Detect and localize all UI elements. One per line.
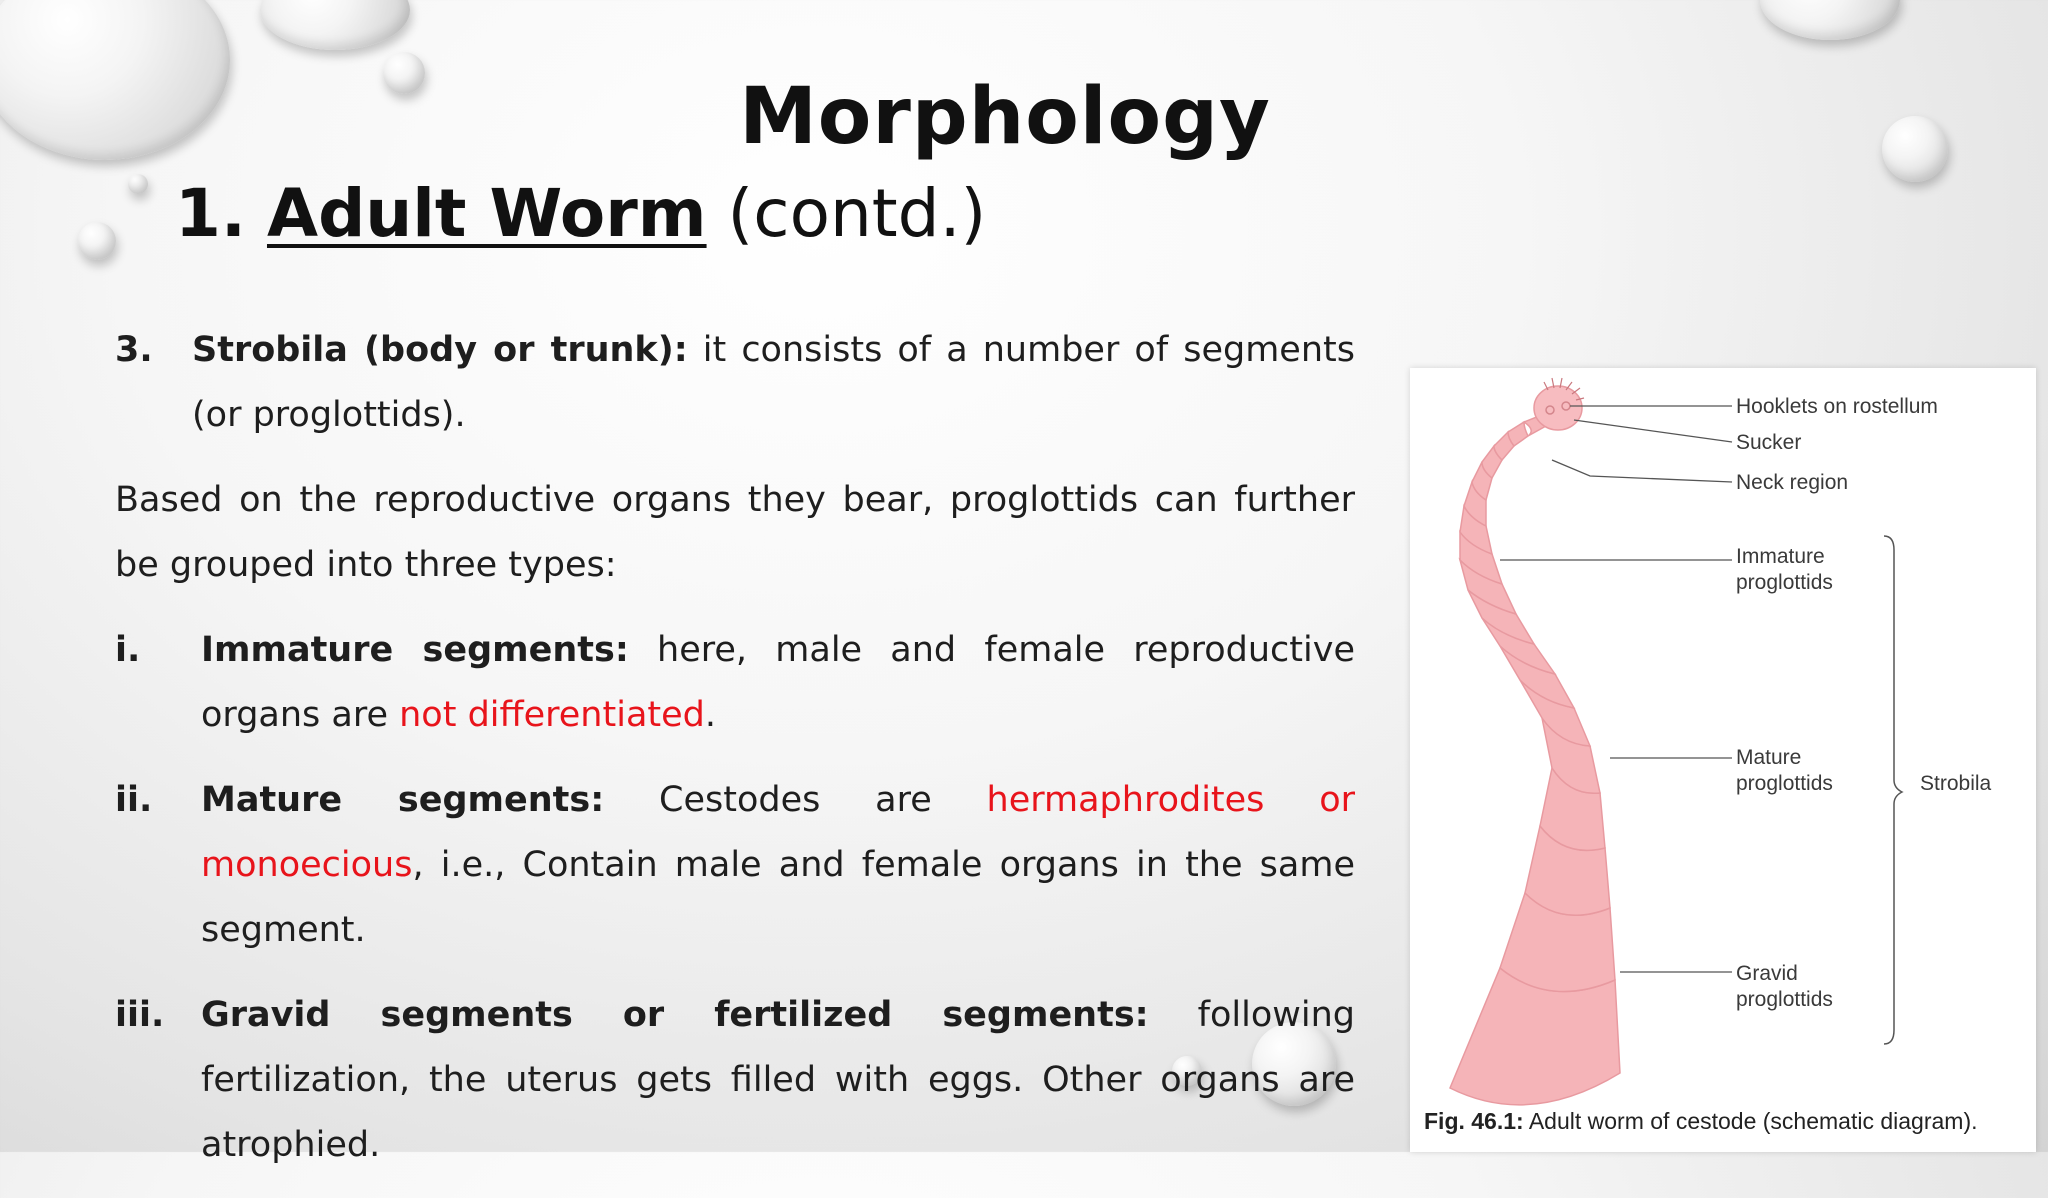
label-mature-2: proglottids — [1736, 772, 1833, 795]
type-marker: i. — [115, 630, 141, 670]
point-content — [192, 318, 1355, 448]
tapeworm-diagram — [1410, 368, 2036, 1152]
subtitle-suffix: (contd.) — [727, 175, 987, 252]
label-gravid-2: proglottids — [1736, 988, 1833, 1011]
slide-title: Morphology — [739, 72, 1271, 162]
intro-paragraph: Based on the reproductive organs they bear, proglottids can further be grouped into three types: — [115, 480, 1355, 585]
label-immature-2: proglottids — [1736, 571, 1833, 594]
water-drop — [260, 0, 410, 50]
worm-figure — [1410, 368, 2036, 1152]
label-neck: Neck region — [1736, 471, 1849, 494]
label-mature: Mature — [1736, 746, 1802, 769]
label-hooklets: Hooklets on rostellum — [1736, 395, 1938, 418]
figure-caption — [1424, 1108, 1978, 1135]
label-sucker: Sucker — [1736, 431, 1802, 454]
caption-label: Fig. 46.1: — [1424, 1108, 1524, 1134]
type-content — [201, 768, 1355, 963]
water-drop — [128, 174, 148, 194]
type-marker: iii. — [115, 995, 165, 1035]
label-immature: Immature — [1736, 545, 1825, 568]
type-term: Gravid segments or fertilized segments: — [201, 995, 1149, 1035]
water-drop — [78, 222, 116, 260]
type-highlight: hermaphrodites or monoecious — [201, 780, 1355, 885]
caption-text: Adult worm of cestode (schematic diagram). — [1523, 1108, 1978, 1134]
type-highlight: not differentiated — [399, 695, 705, 735]
worm-body — [1450, 422, 1620, 1105]
type-text: following fertilization, the uterus gets filled with eggs. Other organs are atrophied. — [201, 995, 1355, 1165]
strobila-brace — [1884, 536, 1902, 1044]
slide-subtitle — [175, 175, 986, 252]
body-text — [115, 318, 1355, 1198]
type-term: Immature segments: — [201, 630, 629, 670]
type-text: Cestodes are — [604, 780, 987, 820]
subtitle-number: 1. — [175, 175, 246, 252]
type-gravid — [115, 983, 1355, 1178]
type-mature — [115, 768, 1355, 963]
point-strobila — [115, 318, 1355, 448]
point-marker: 3. — [115, 330, 153, 370]
water-drop — [1760, 0, 1900, 40]
type-marker: ii. — [115, 780, 153, 820]
label-strobila: Strobila — [1920, 772, 1992, 795]
label-gravid: Gravid — [1736, 962, 1798, 985]
point-term: Strobila (body or trunk): — [192, 330, 688, 370]
type-content — [201, 618, 1355, 748]
type-text: here, male and female reproductive organs are — [201, 630, 1355, 735]
type-text-end: . — [704, 695, 717, 735]
point-text: it consists of a number of segments (or proglottids). — [192, 330, 1355, 435]
type-text-end: , i.e., Contain male and female organs in the same segment. — [201, 845, 1355, 950]
type-term: Mature segments: — [201, 780, 605, 820]
subtitle-main: Adult Worm — [266, 175, 707, 252]
type-immature — [115, 618, 1355, 748]
type-content — [201, 983, 1355, 1178]
